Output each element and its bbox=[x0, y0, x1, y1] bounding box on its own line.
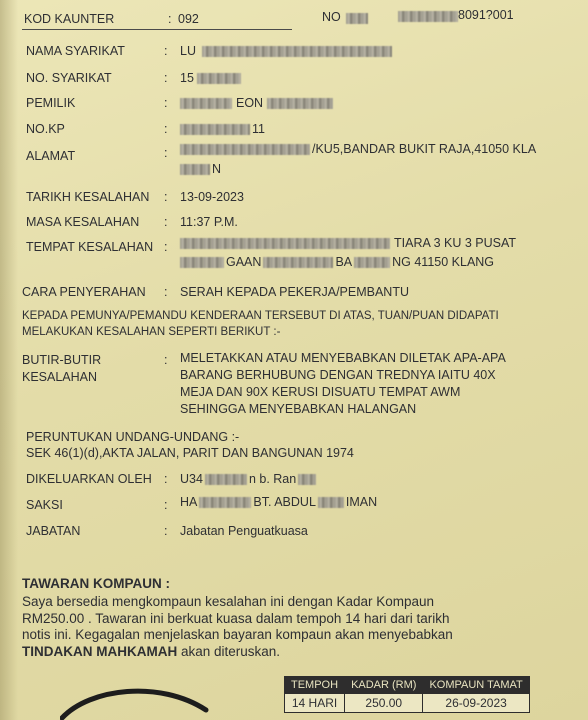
notice-number-suffix: 8091?001 bbox=[458, 8, 514, 22]
tarikh-kesalahan-value: 13-09-2023 bbox=[180, 190, 244, 204]
statement-line-1: KEPADA PEMUNYA/PEMANDU KENDERAAN TERSEBUT DI ATAS, TUAN/PUAN DIDAPATI bbox=[22, 310, 499, 322]
colon: : bbox=[164, 472, 168, 486]
colon: : bbox=[164, 498, 168, 512]
butir-line-1: MELETAKKAN ATAU MENYEBABKAN DILETAK APA-APA bbox=[180, 351, 506, 365]
tawaran-kompaun-text bbox=[22, 594, 453, 660]
tempat-kesalahan-label: TEMPAT KESALAHAN bbox=[26, 240, 154, 254]
butir-butir-label: BUTIR-BUTIR bbox=[22, 353, 102, 367]
masa-kesalahan-value: 11:37 P.M. bbox=[180, 215, 238, 229]
offer-amount: RM250.00 bbox=[22, 610, 85, 626]
offer-line-4: TINDAKAN MAHKAMAH akan diteruskan. bbox=[22, 643, 281, 659]
butir-line-2: BARANG BERHUBUNG DENGAN TREDNYA IAITU 40X bbox=[180, 368, 496, 382]
pemilik-value: EON bbox=[180, 96, 333, 110]
kod-kaunter-label: KOD KAUNTER bbox=[24, 12, 115, 26]
peruntukan-label: PERUNTUKAN UNDANG-UNDANG :- bbox=[26, 430, 240, 444]
header-kadar: KADAR (RM) bbox=[345, 677, 423, 694]
alamat-value-line2: N bbox=[180, 162, 221, 176]
nama-syarikat-label: NAMA SYARIKAT bbox=[26, 44, 125, 58]
redacted-block bbox=[346, 13, 368, 24]
colon: : bbox=[164, 240, 168, 254]
payment-table bbox=[284, 676, 530, 713]
header-underline bbox=[22, 29, 292, 30]
statement-line-2: MELAKUKAN KESALAHAN SEPERTI BERIKUT :- bbox=[22, 326, 281, 338]
payment-table-row bbox=[285, 694, 530, 713]
payment-table-header-row bbox=[285, 677, 530, 694]
tawaran-kompaun-title: TAWARAN KOMPAUN : bbox=[22, 576, 170, 591]
cell-kadar: 250.00 bbox=[345, 694, 423, 713]
colon: : bbox=[164, 215, 168, 229]
tempat-kesalahan-value-line2: GAAN BA NG 41150 KLANG bbox=[180, 255, 494, 269]
offer-line-2: RM250.00 . Tawaran ini berkuat kuasa dalam tempoh 14 hari dari tarikh bbox=[22, 610, 450, 626]
redacted-block bbox=[398, 11, 458, 22]
colon: : bbox=[164, 96, 168, 110]
pemilik-label: PEMILIK bbox=[26, 96, 76, 110]
tempat-kesalahan-value-line1: TIARA 3 KU 3 PUSAT bbox=[180, 236, 516, 250]
header-kompaun-tamat: KOMPAUN TAMAT bbox=[423, 677, 529, 694]
peruntukan-value: SEK 46(1)(d),AKTA JALAN, PARIT DAN BANGUNAN 1974 bbox=[26, 446, 354, 460]
cell-tempoh: 14 HARI bbox=[285, 694, 345, 713]
paper-edge-shadow bbox=[0, 0, 18, 720]
saksi-value: HA BT. ABDUL IMAN bbox=[180, 495, 378, 509]
no-kp-label: NO.KP bbox=[26, 122, 65, 136]
cell-kompaun-tamat: 26-09-2023 bbox=[423, 694, 529, 713]
alamat-label: ALAMAT bbox=[26, 149, 76, 163]
colon: : bbox=[164, 285, 168, 299]
dikeluarkan-oleh-label: DIKELUARKAN OLEH bbox=[26, 472, 152, 486]
saksi-label: SAKSI bbox=[26, 498, 63, 512]
cara-penyerahan-label: CARA PENYERAHAN bbox=[22, 285, 146, 299]
colon: : bbox=[164, 524, 168, 538]
no-syarikat-label: NO. SYARIKAT bbox=[26, 71, 112, 85]
masa-kesalahan-label: MASA KESALAHAN bbox=[26, 215, 140, 229]
offer-line-3: notis ini. Kegagalan menjelaskan bayaran kompaun akan menyebabkan bbox=[22, 627, 453, 642]
kesalahan-label: KESALAHAN bbox=[22, 370, 98, 384]
colon: : bbox=[164, 44, 168, 58]
cara-penyerahan-value: SERAH KEPADA PEKERJA/PEMBANTU bbox=[180, 285, 409, 299]
butir-line-3: MEJA DAN 90X KERUSI DISUATU TEMPAT AWM bbox=[180, 385, 461, 399]
colon: : bbox=[164, 190, 168, 204]
signature-stroke bbox=[60, 680, 210, 720]
colon: : bbox=[168, 12, 172, 26]
colon: : bbox=[164, 353, 168, 367]
header-tempoh: TEMPOH bbox=[285, 677, 345, 694]
no-syarikat-value: 15 bbox=[180, 71, 241, 85]
colon: : bbox=[164, 122, 168, 136]
tindakan-mahkamah: TINDAKAN MAHKAMAH bbox=[22, 643, 178, 659]
alamat-value-line1: /KU5,BANDAR BUKIT RAJA,41050 KLA bbox=[180, 142, 536, 156]
no-label: NO bbox=[322, 10, 341, 24]
dikeluarkan-oleh-value: U34 n b. Ran bbox=[180, 472, 316, 486]
offer-line-1: Saya bersedia mengkompaun kesalahan ini dengan Kadar Kompaun bbox=[22, 594, 435, 609]
nama-syarikat-value: LU bbox=[180, 44, 392, 58]
butir-line-4: SEHINGGA MENYEBABKAN HALANGAN bbox=[180, 402, 417, 416]
colon: : bbox=[164, 71, 168, 85]
colon: : bbox=[164, 146, 168, 160]
jabatan-label: JABATAN bbox=[26, 524, 81, 538]
jabatan-value: Jabatan Penguatkuasa bbox=[180, 524, 308, 538]
kod-kaunter-value: 092 bbox=[178, 12, 199, 26]
no-kp-value: 11 bbox=[180, 122, 265, 136]
tarikh-kesalahan-label: TARIKH KESALAHAN bbox=[26, 190, 150, 204]
